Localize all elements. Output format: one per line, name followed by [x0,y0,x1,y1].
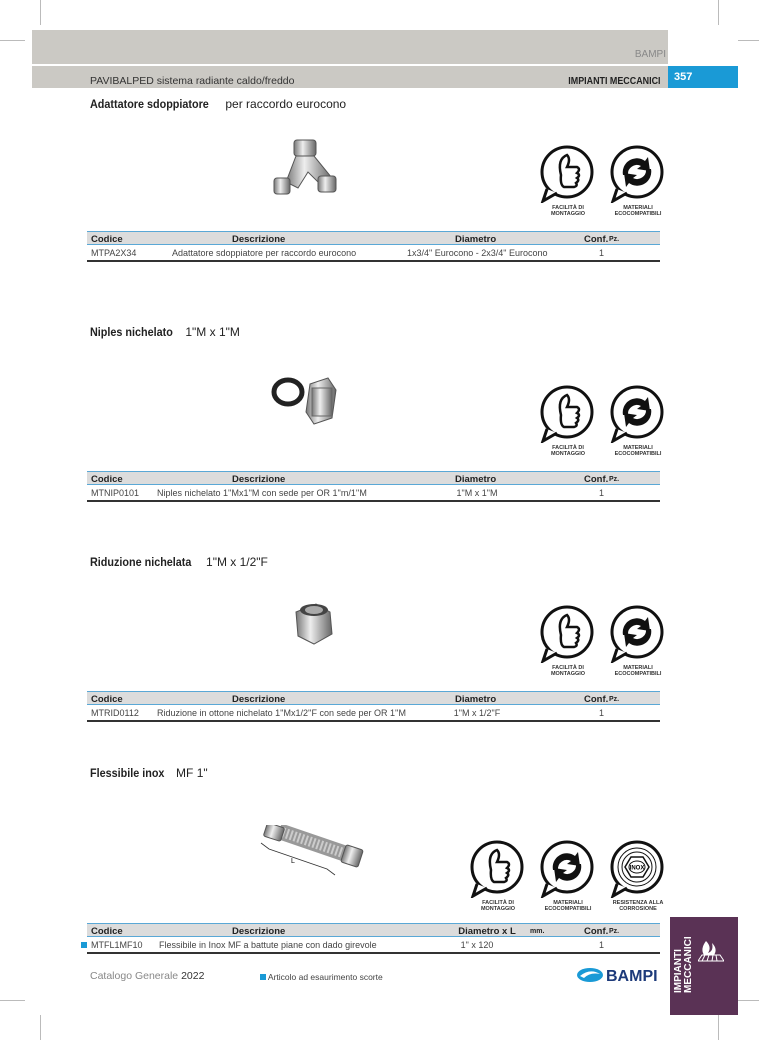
cell-descrizione: Flessibile in Inox MF a battute piane con dado girevole [159,940,377,950]
product-image-adattatore [272,138,342,200]
crop-mark [40,1015,41,1040]
thumbs-up-badge [535,145,601,217]
text: Codice [91,474,123,485]
text: Descrizione [232,926,286,937]
cell-codice: MTRID0112 [91,708,139,718]
section-title [90,325,240,339]
header-brand: BAMPI [634,49,666,60]
text: Pz. [609,476,620,483]
crop-mark [718,0,719,25]
page-number: 357 [668,66,738,88]
crop-mark [40,0,41,25]
product-image-niples [270,372,350,432]
table-row[interactable] [87,705,660,722]
crop-mark [0,1000,25,1001]
cell-codice: MTFL1MF10 [91,940,143,950]
svg-text:BAMPI: BAMPI [606,968,658,985]
table-header [87,231,660,245]
crop-mark [0,40,25,41]
recycle-label: MATERIALI ECOCOMPATIBILI [614,445,662,457]
product-table [87,231,660,262]
cell-codice: MTNIP0101 [91,488,140,498]
footer-catalog [90,970,204,982]
product-table [87,471,660,502]
text: Diametro [455,474,497,485]
text: Pz. [609,696,620,703]
table-header [87,691,660,705]
thumbs-up-badge [535,605,601,677]
section-title [90,766,208,780]
text: Codice [91,926,123,937]
text: Codice [91,234,123,245]
section-title [90,97,346,111]
thumbs-up-badge [465,840,531,912]
recycle-badge [535,840,601,912]
bampi-logo [576,964,660,991]
product-image-flessibile [255,825,365,880]
text: Diametro x L [458,926,516,937]
recycle-label: MATERIALI ECOCOMPATIBILI [614,665,662,677]
recycle-label: MATERIALI ECOCOMPATIBILI [544,900,592,912]
crop-mark [738,40,759,41]
text: INOX [629,865,645,872]
stock-marker-icon [260,974,266,980]
table-row[interactable] [87,937,660,954]
thumbs-up-icon [539,605,597,663]
thumbs-up-label: FACILITÀ DI MONTAGGIO [480,900,516,912]
inox-badge [605,840,671,912]
text: Descrizione [232,234,286,245]
text: Flessibile inox [90,766,165,780]
table-row[interactable] [87,485,660,502]
dimension-label: L [291,858,295,865]
side-tab-line2: MECCANICI [683,936,694,993]
text: Descrizione [232,474,286,485]
thumbs-up-label: FACILITÀ DI MONTAGGIO [550,445,586,457]
cell-descrizione: Niples nichelato 1''Mx1''M con sede per OR 1''m/1''M [157,488,367,498]
recycle-badge [605,385,671,457]
recycle-badge [605,145,671,217]
header-category: IMPIANTI MECCANICI [567,75,660,87]
recycle-label: MATERIALI ECOCOMPATIBILI [614,205,662,217]
text: Descrizione [232,694,286,705]
product-image-riduzione [290,600,340,650]
text: Codice [91,694,123,705]
text: Pz. [609,236,620,243]
text: Conf. [584,694,609,705]
crop-mark [718,1015,719,1040]
header-subtitle: PAVIBALPED sistema radiante caldo/freddo [90,75,295,87]
recycle-badge [605,605,671,677]
recycle-icon [609,605,667,663]
cell-descrizione: Riduzione in ottone nichelato 1''Mx1/2''F con sede per OR 1''M [157,708,406,718]
text: Diametro [455,234,497,245]
side-tab-line1: IMPIANTI [673,949,684,993]
recycle-icon [539,840,597,898]
thumbs-up-icon [539,145,597,203]
footer-note-text: Articolo ad esaurimento scorte [267,972,383,982]
thumbs-up-label: FACILITÀ DI MONTAGGIO [550,205,586,217]
section-title [90,555,268,569]
cell-conf: 1 [599,940,605,950]
page-header [32,30,668,88]
thumbs-up-icon [539,385,597,443]
text: 1"M x 1"M [182,325,240,339]
text: MF 1" [172,766,208,780]
text: Conf. [584,234,609,245]
thumbs-up-badge [535,385,601,457]
footer-note [260,972,383,982]
cell-conf: 1 [599,488,605,498]
cell-descrizione: Adattatore sdoppiatore per raccordo eurocono [172,248,357,258]
stock-marker-icon [81,942,87,948]
cell-diametro: 1"M x 1"M [456,488,498,498]
text: Adattatore sdoppiatore [90,97,209,111]
cell-codice: MTPA2X34 [91,248,137,258]
fire-radiator-icon [698,939,724,963]
text: Conf. [584,474,609,485]
recycle-icon [609,145,667,203]
table-row[interactable] [87,245,660,262]
catalog-label: Catalogo Generale [90,970,179,982]
cell-diametro: 1"M x 1/2"F [453,708,501,718]
product-table [87,691,660,722]
inox-icon [609,840,667,898]
cell-conf: 1 [599,248,605,258]
recycle-icon [609,385,667,443]
crop-mark [738,1000,759,1001]
table-header [87,923,660,937]
text: Niples nichelato [90,325,173,339]
catalog-year: 2022 [181,970,205,982]
text: Diametro [455,694,497,705]
thumbs-up-label: FACILITÀ DI MONTAGGIO [550,665,586,677]
text: Riduzione nichelata [90,555,192,569]
text: per raccordo eurocono [222,97,347,111]
table-header [87,471,660,485]
inox-label: RESISTENZA ALLA CORROSIONE [612,900,664,912]
text: Conf. [584,926,609,937]
cell-conf: 1 [599,708,605,718]
text: mm. [530,928,545,935]
text: 1"M x 1/2"F [202,555,268,569]
product-table [87,923,660,954]
side-tab-impianti-meccanici[interactable] [670,917,738,1015]
bampi-logo-icon [576,964,660,986]
cell-diametro: 1x3/4" Eurocono - 2x3/4" Eurocono [407,248,548,258]
text: Pz. [609,928,620,935]
thumbs-up-icon [469,840,527,898]
cell-diametro: 1" x 120 [460,940,494,950]
